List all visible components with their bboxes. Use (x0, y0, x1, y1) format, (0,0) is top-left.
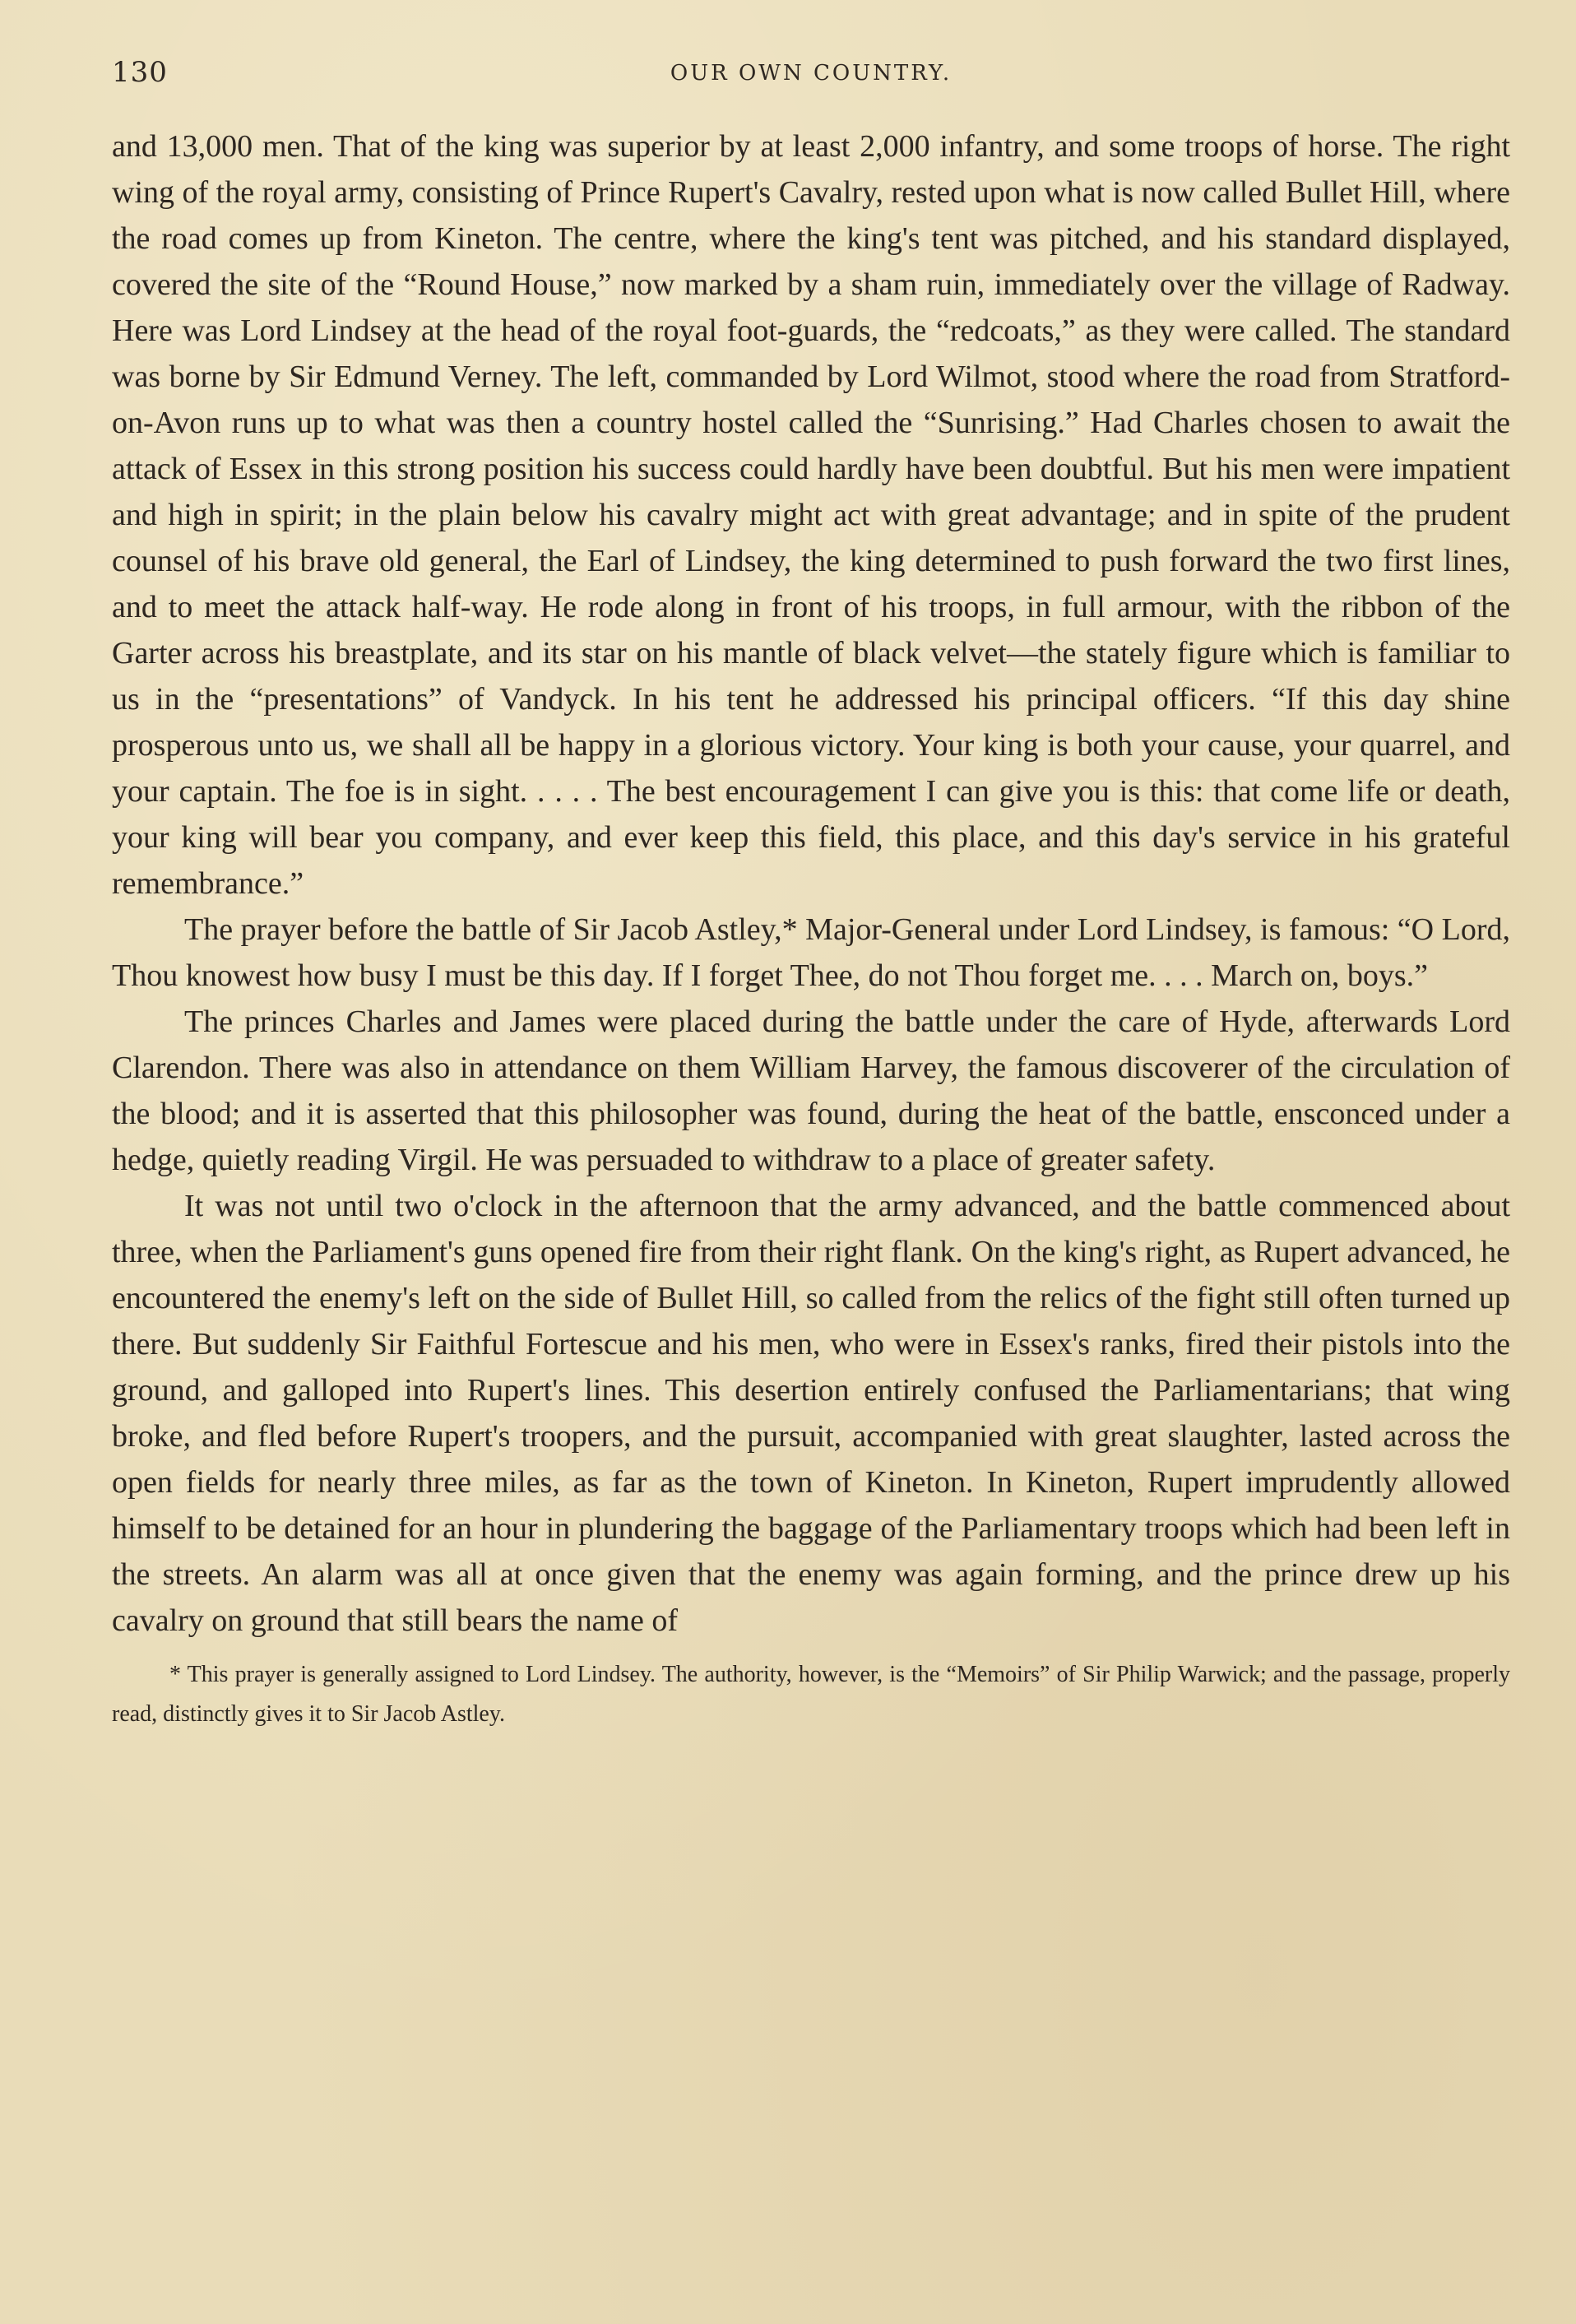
paragraph-4: It was not until two o'clock in the afternoon that the army advanced, and the battle commenced about three, when the Parliament's guns opened fire from their right flank. On the king's right, as Rupert advanced, he encountered the enemy's left on the side of Bullet Hill, so called from the relics of the fight still often turned up there. But suddenly Sir Faithful Fortescue and his men, who were in Essex's ranks, fired their pistols into the ground, and galloped into Rupert's lines. This desertion entirely confused the Parliamentarians; that wing broke, and fled before Rupert's troopers, and the pursuit, accompanied with great slaughter, lasted across the open fields for nearly three miles, as far as the town of Kineton. In Kineton, Rupert imprudently allowed himself to be detained for an hour in plundering the baggage of the Parliamentary troops which had been left in the streets. An alarm was all at once given that the enemy was again forming, and the prince drew up his cavalry on ground that still bears the name of (112, 1189, 1510, 1638)
paragraph-2: The prayer before the battle of Sir Jacob Astley,* Major-General under Lord Lindsey, is famous: “O Lord, Thou knowest how busy I must be this day. If I forget Thee, do not Thou forget me. . . . March on, boys.” (112, 912, 1510, 993)
footnote: * This prayer is generally assigned to Lord Lindsey. The authority, however, is the “Memoirs” of Sir Philip Warwick; and the passage, properly read, distinctly gives it to Sir Jacob Astley. (112, 1662, 1510, 1727)
book-page (112, 49, 1510, 1734)
running-head (112, 49, 1510, 99)
page-number: 130 (112, 56, 168, 89)
paragraph-1: and 13,000 men. That of the king was superior by at least 2,000 infantry, and some troops of horse. The right wing of the royal army, consisting of Prince Rupert's Cavalry, rested upon what is now called Bullet Hill, where the road comes up from Kineton. The centre, where the king's tent was pitched, and his standard displayed, covered the site of the “Round House,” now marked by a sham ruin, immediately over the village of Radway. Here was Lord Lindsey at the head of the royal foot-guards, the “redcoats,” as they were called. The standard was borne by Sir Edmund Verney. The left, commanded by Lord Wilmot, stood where the road from Stratford-on-Avon runs up to what was then a country hostel called the “Sunrising.” Had Charles chosen to await the attack of Essex in this strong position his success could hardly have been doubtful. But his men were impatient and high in spirit; in the plain below his cavalry might act with great advantage; and in spite of the prudent counsel of his brave old general, the Earl of Lindsey, the king determined to push forward the two first lines, and to meet the attack half-way. He rode along in front of his troops, in full armour, with the ribbon of the Garter across his breastplate, and its star on his mantle of black velvet—the stately figure which is familiar to us in the “presentations” of Vandyck. In his tent he addressed his principal officers. “If this day shine prosperous unto us, we shall all be happy in a glorious victory. Your king is both your cause, your quarrel, and your captain. The foe is in sight. . . . . The best encouragement I can give you is this: that come life or death, your king will bear you company, and ever keep this field, this place, and this day's service in his grateful remembrance.” (112, 129, 1510, 901)
paragraph-3: The princes Charles and James were placed during the battle under the care of Hyde, afterwards Lord Clarendon. There was also in attendance on them William Harvey, the famous discoverer of the circulation of the blood; and it is asserted that this philosopher was found, during the heat of the battle, ensconced under a hedge, quietly reading Virgil. He was persuaded to withdraw to a place of greater safety. (112, 1004, 1510, 1177)
running-title: OUR OWN COUNTRY. (670, 61, 953, 86)
body-text (112, 123, 1510, 1644)
